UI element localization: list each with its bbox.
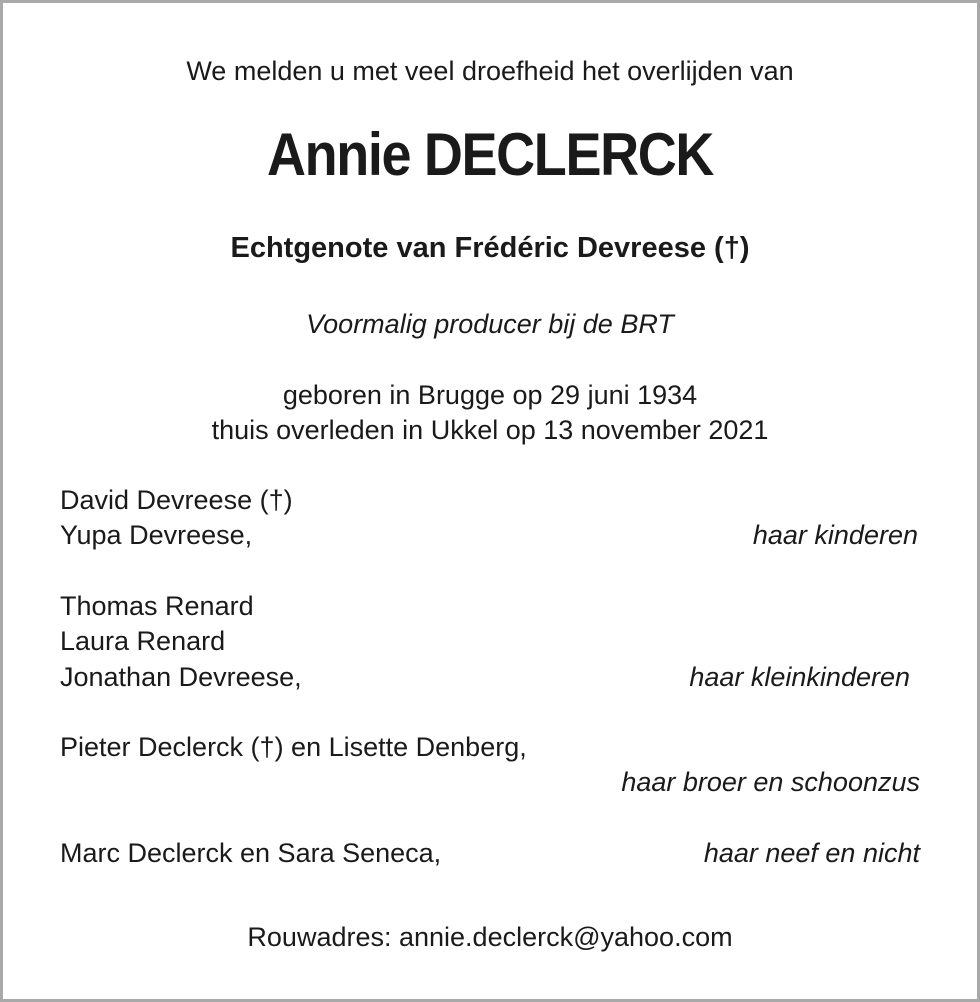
profession-line: Voormalig producer bij de BRT	[306, 309, 674, 339]
family-name-line: Laura Renard	[60, 626, 226, 656]
relation-label: haar kinderen	[752, 520, 918, 550]
mourning-address: Rouwadres: annie.declerck@yahoo.com	[247, 922, 733, 952]
family-name-line: Marc Declerck en Sara Seneca,	[60, 838, 442, 868]
family-name-line: David Devreese (†)	[60, 485, 293, 515]
birth-line: geboren in Brugge op 29 juni 1934	[282, 380, 698, 410]
family-name-line: Jonathan Devreese,	[60, 662, 302, 692]
relation-label: haar neef en nicht	[703, 838, 920, 868]
relation-label: haar broer en schoonzus	[621, 767, 920, 797]
deceased-name: Annie DECLERCK	[266, 121, 714, 188]
death-line: thuis overleden in Ukkel op 13 november 2021	[211, 415, 769, 445]
spouse-line: Echtgenote van Frédéric Devreese (†)	[230, 232, 750, 264]
family-name-line: Pieter Declerck (†) en Lisette Denberg,	[60, 732, 527, 762]
family-name-line: Thomas Renard	[60, 591, 254, 621]
relation-label: haar kleinkinderen	[689, 662, 910, 692]
intro-text: We melden u met veel droefheid het overlijden van	[186, 56, 794, 86]
family-name-line: Yupa Devreese,	[60, 520, 253, 550]
